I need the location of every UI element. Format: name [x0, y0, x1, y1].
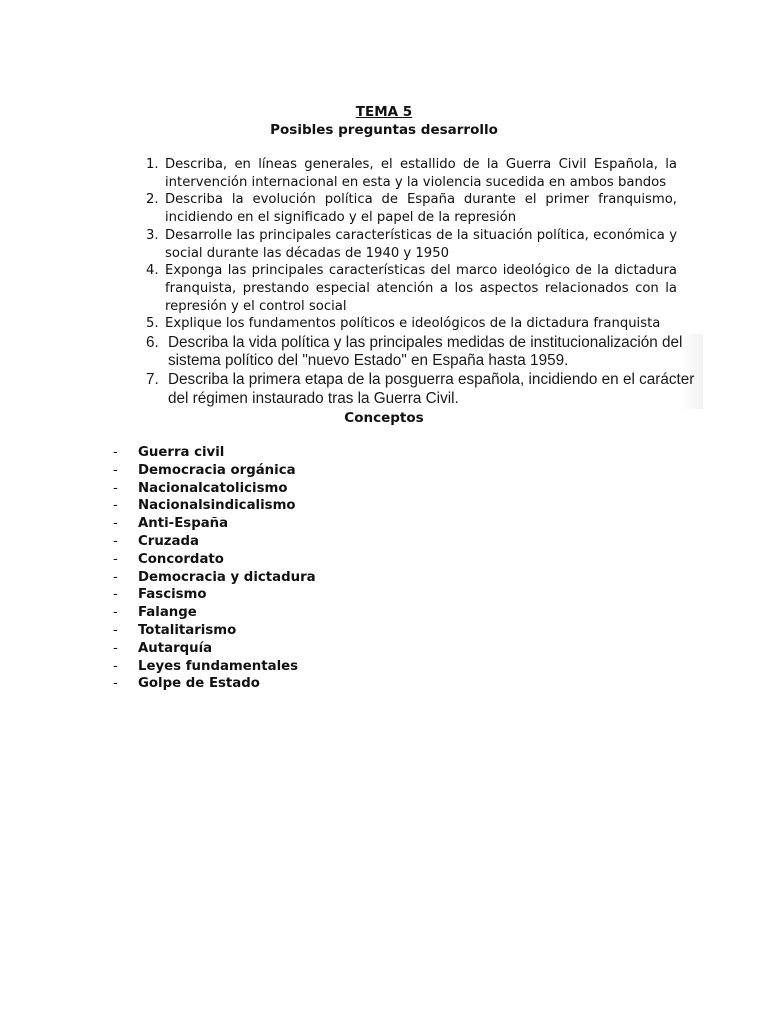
- question-text: Describa, en líneas generales, el estallido de la Guerra Civil Española, la intervención internacional en esta y la violencia sucedida en ambos bandos: [165, 157, 677, 190]
- bullet-dash: -: [113, 622, 118, 638]
- document-subtitle: Posibles preguntas desarrollo: [270, 122, 498, 138]
- concept-item: [113, 480, 316, 498]
- concept-label: Leyes fundamentales: [138, 658, 299, 674]
- question-text: Explique los fundamentos políticos e ideológicos de la dictadura franquista: [165, 316, 661, 332]
- question-number: 3.: [146, 227, 159, 243]
- question-number: 5.: [146, 316, 159, 332]
- concept-item: [113, 497, 316, 515]
- concept-label: Democracia orgánica: [138, 462, 296, 478]
- concepts-list: [113, 444, 316, 693]
- concept-label: Autarquía: [138, 640, 213, 656]
- concept-label: Nacionalcatolicismo: [138, 480, 288, 496]
- concept-label: Democracia y dictadura: [138, 569, 316, 585]
- concept-item: [113, 533, 316, 551]
- concept-item: [113, 444, 316, 462]
- bullet-dash: -: [113, 676, 118, 692]
- question-text-line: Describa la vida política y las principales medidas de institucionalización del: [168, 334, 683, 351]
- pasted-question-item: [141, 334, 706, 370]
- concept-label: Nacionalsindicalismo: [138, 498, 296, 514]
- concept-item: [113, 640, 316, 658]
- concept-label: Golpe de Estado: [138, 676, 260, 692]
- concept-label: Anti-España: [138, 516, 229, 532]
- bullet-dash: -: [113, 480, 118, 496]
- question-item: [141, 315, 677, 333]
- bullet-dash: -: [113, 516, 118, 532]
- bullet-dash: -: [113, 533, 118, 549]
- concept-item: [113, 658, 316, 676]
- bullet-dash: -: [113, 587, 118, 603]
- question-text-line: del régimen instaurado tras la Guerra Civil.: [168, 389, 459, 407]
- bullet-dash: -: [113, 445, 118, 460]
- concept-item: [113, 604, 316, 622]
- question-text-line: Describa la primera etapa de la posguerra española, incidiendo en el carácter: [168, 371, 695, 389]
- question-item: [141, 262, 677, 315]
- question-item: [141, 227, 677, 262]
- document-header: [0, 103, 768, 139]
- concept-item: [113, 551, 316, 569]
- concept-label: Falange: [138, 605, 197, 621]
- question-number: 1.: [146, 157, 159, 172]
- question-item: [141, 191, 677, 226]
- bullet-dash: -: [113, 462, 118, 478]
- question-text: Exponga las principales características del marco ideológico de la dictadura franquista, prestando especial atención a los aspectos relacionados con la represión y el control social: [165, 263, 677, 314]
- question-text: Desarrolle las principales características de la situación política, económica y social durante las décadas de 1940 y 1950: [165, 227, 677, 261]
- concept-label: Guerra civil: [138, 445, 225, 460]
- concept-item: [113, 586, 316, 604]
- concept-label: Totalitarismo: [138, 622, 237, 638]
- bullet-dash: -: [113, 551, 118, 567]
- bullet-dash: -: [113, 658, 118, 674]
- questions-list: [141, 156, 677, 333]
- pasted-question-item: [141, 371, 706, 407]
- question-number: 6.: [146, 334, 159, 351]
- concept-item: [113, 515, 316, 533]
- bullet-dash: -: [113, 605, 118, 621]
- question-item: [141, 156, 677, 191]
- question-number: 4.: [146, 263, 159, 279]
- question-text: Describa la evolución política de España durante el primer franquismo, incidiendo en el significado y el papel de la represión: [165, 192, 677, 226]
- concept-item: [113, 569, 316, 587]
- concepts-heading: Conceptos: [344, 410, 424, 426]
- concept-item: [113, 622, 316, 640]
- bullet-dash: -: [113, 498, 118, 514]
- concept-label: Concordato: [138, 551, 224, 567]
- question-text-line: sistema político del "nuevo Estado" en España hasta 1959.: [168, 352, 569, 370]
- concept-label: Fascismo: [138, 587, 207, 603]
- concept-item: [113, 462, 316, 480]
- pasted-questions-image: [141, 334, 703, 409]
- bullet-dash: -: [113, 640, 118, 656]
- bullet-dash: -: [113, 569, 118, 585]
- question-number: 7.: [146, 371, 159, 389]
- question-number: 2.: [146, 192, 159, 208]
- concept-item: [113, 675, 316, 693]
- concept-label: Cruzada: [138, 533, 199, 549]
- document-title: TEMA 5: [355, 104, 413, 120]
